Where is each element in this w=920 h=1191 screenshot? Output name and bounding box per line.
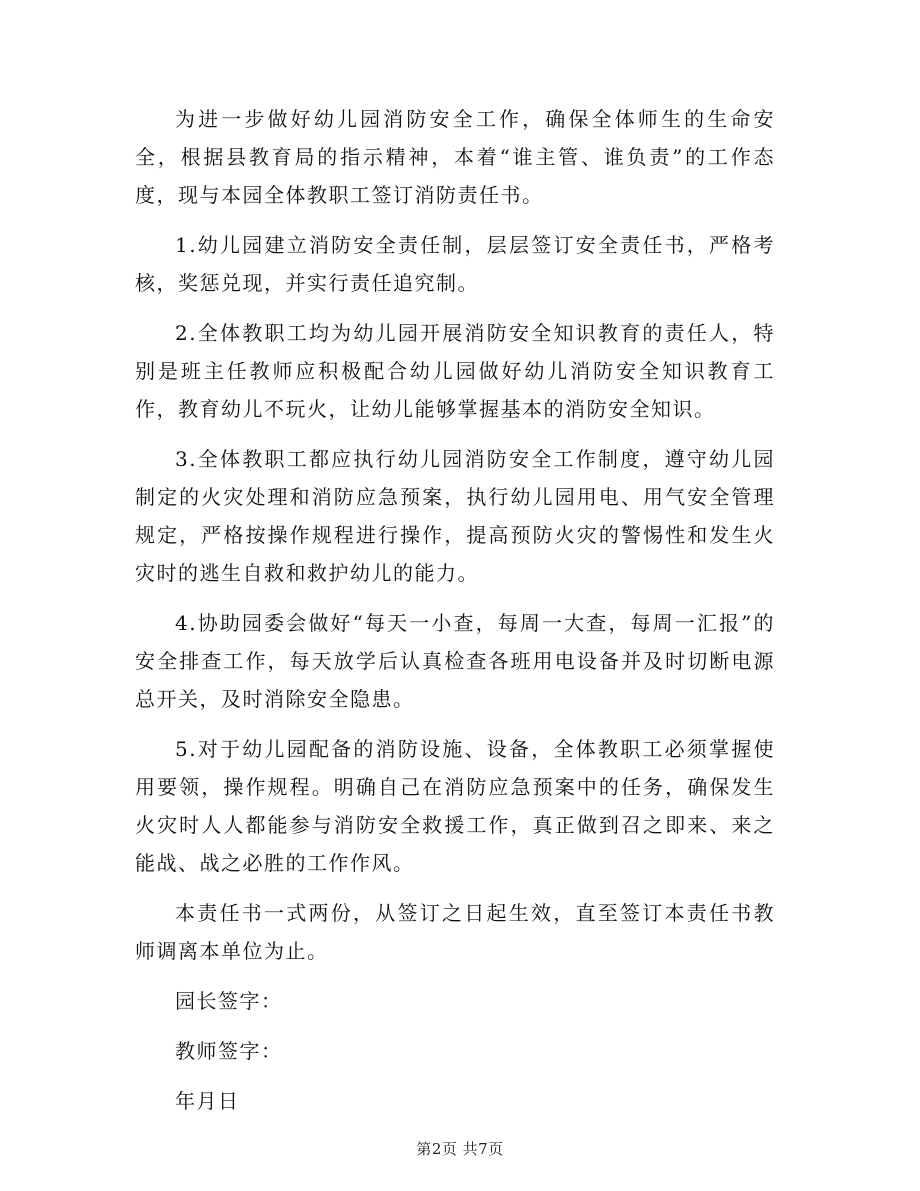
page-number-footer: 第2页 共7页 [416, 1140, 504, 1158]
document-body [135, 100, 775, 1132]
validity-paragraph: 本责任书一式两份，从签订之日起生效，直至签订本责任书教师调离本单位为止。 [135, 901, 775, 963]
clause-4-paragraph: 4.协助园委会做好“每天一小查，每周一大查，每周一汇报”的安全排查工作，每天放学后认真检查各班用电设备并及时切断电源总开关，及时消除安全隐患。 [135, 611, 775, 711]
clause-3-paragraph: 3.全体教职工都应执行幼儿园消防安全工作制度，遵守幼儿园制定的火灾处理和消防应急预案，执行幼儿园用电、用气安全管理规定，严格按操作规程进行操作，提高预防火灾的警惕性和发生火灾时的逃生自救和救护幼儿的能力。 [135, 447, 775, 585]
intro-paragraph: 为进一步做好幼儿园消防安全工作，确保全体师生的生命安全，根据县教育局的指示精神，本着“谁主管、谁负责”的工作态度，现与本园全体教职工签订消防责任书。 [135, 107, 775, 207]
date-line: 年月日 [175, 1089, 240, 1113]
clause-2-paragraph: 2.全体教职工均为幼儿园开展消防安全知识教育的责任人，特别是班主任教师应积极配合幼儿园做好幼儿消防安全知识教育工作，教育幼儿不玩火，让幼儿能够掌握基本的消防安全知识。 [135, 321, 775, 421]
principal-signature-line: 园长签字： [175, 989, 283, 1013]
clause-1-paragraph: 1.幼儿园建立消防安全责任制，层层签订安全责任书，严格考核，奖惩兑现，并实行责任追究制。 [135, 233, 775, 295]
clause-5-paragraph: 5.对于幼儿园配备的消防设施、设备，全体教职工必须掌握使用要领，操作规程。明确自己在消防应急预案中的任务，确保发生火灾时人人都能参与消防安全救援工作，真正做到召之即来、来之能战、战之必胜的工作作风。 [135, 737, 775, 875]
teacher-signature-line: 教师签字： [175, 1039, 283, 1063]
